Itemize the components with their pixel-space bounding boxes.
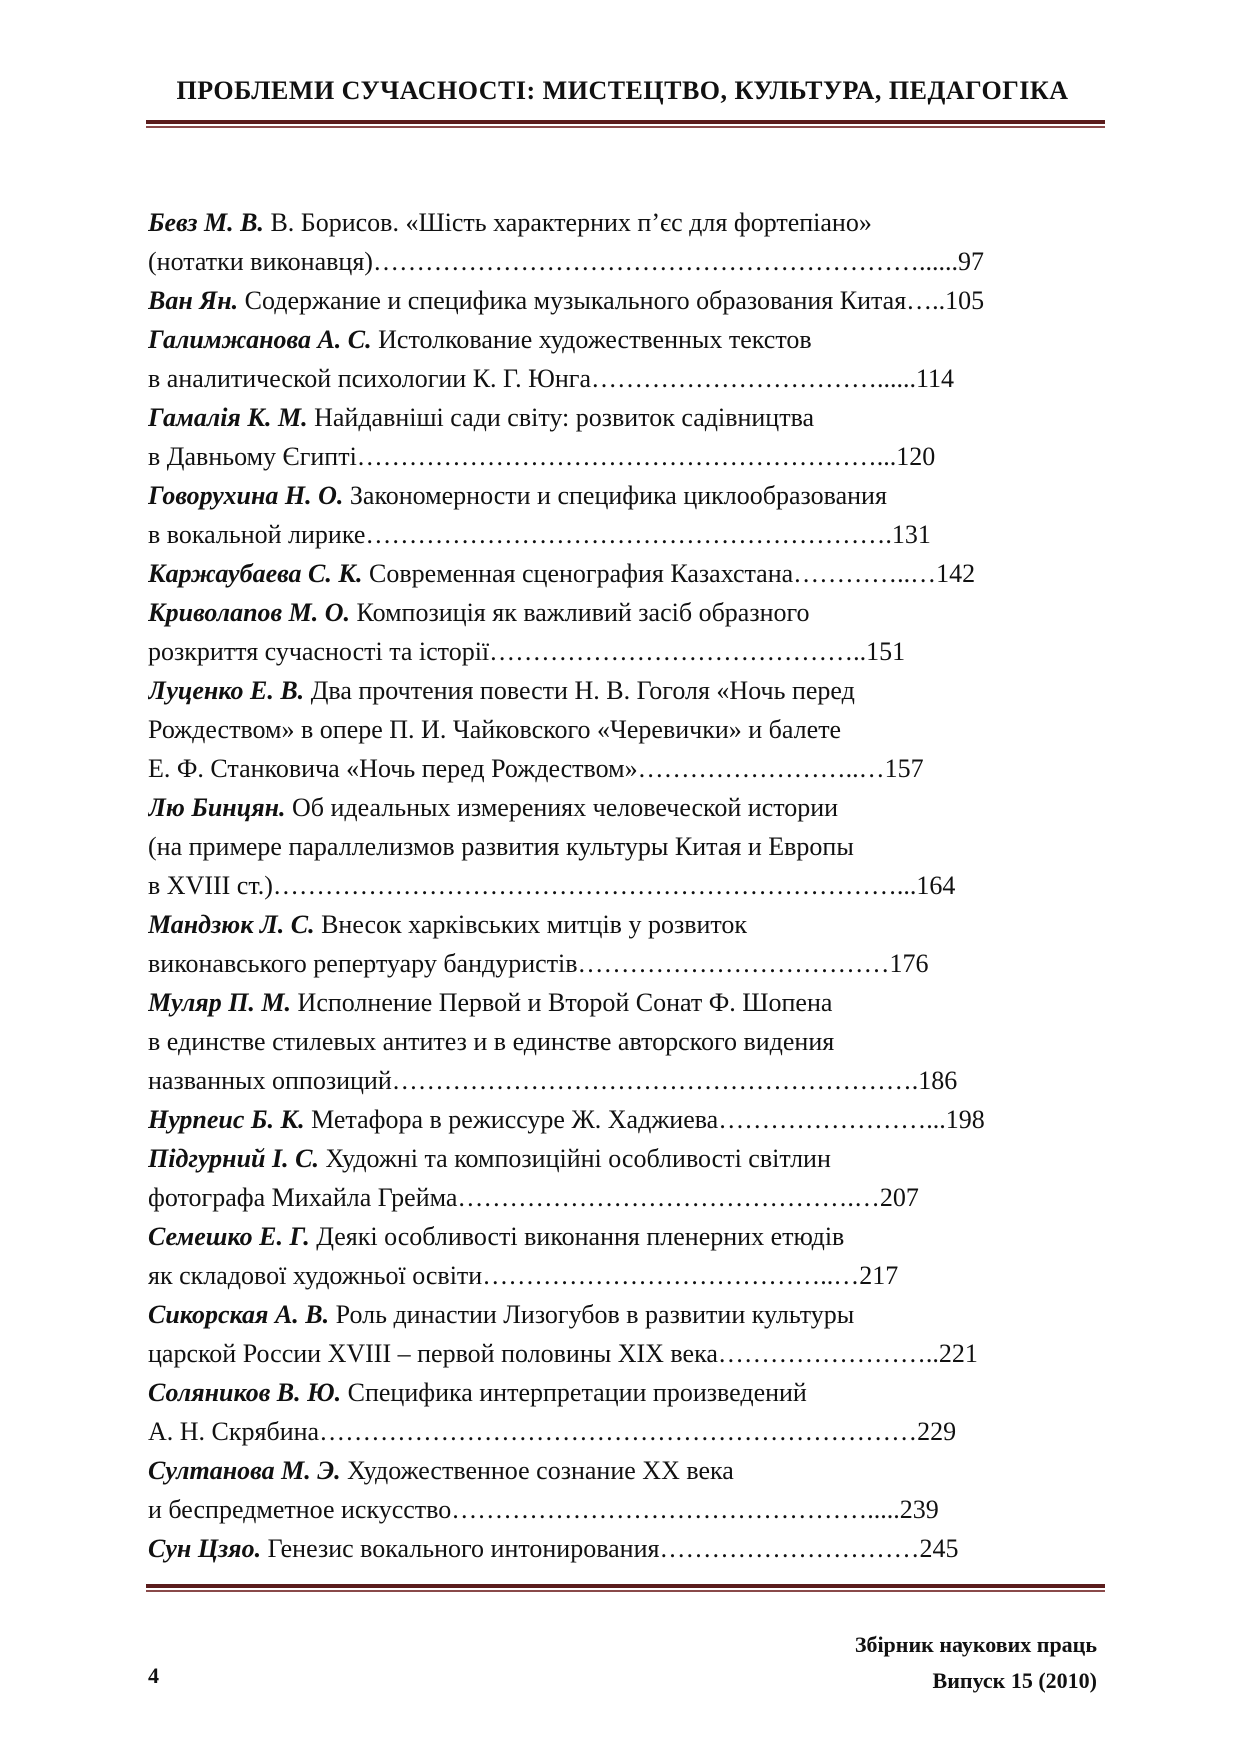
toc-text: Е. Ф. Станковича «Ночь перед Рождеством»……………………..…157 — [148, 754, 924, 783]
toc-entry — [148, 476, 1098, 554]
toc-entry-line — [148, 1295, 1098, 1334]
toc-entry — [148, 1373, 1098, 1451]
toc-entry — [148, 320, 1098, 398]
toc-text: виконавського репертуару бандуристів………………………………176 — [148, 949, 929, 978]
toc-entry-line — [148, 203, 1098, 242]
toc-entry-line — [148, 1451, 1098, 1490]
toc-entry-line — [148, 632, 1098, 671]
page-header-title: ПРОБЛЕМИ СУЧАСНОСТІ: МИСТЕЦТВО, КУЛЬТУРА, ПЕДАГОГІКА — [176, 76, 1069, 105]
toc-entry — [148, 281, 1098, 320]
toc-text: В. Борисов. «Шість характерних п’єс для фортепіано» — [270, 208, 872, 237]
toc-entry — [148, 1451, 1098, 1529]
toc-entry-line — [148, 554, 1098, 593]
toc-text: як складової художньої освіти…………………………………..…217 — [148, 1261, 899, 1290]
toc-entry — [148, 671, 1098, 788]
toc-author: Семешко Е. Г. — [148, 1222, 310, 1251]
toc-author: Сикорская А. В. — [148, 1300, 330, 1329]
toc-text: Генезис вокального интонирования…………………………245 — [267, 1534, 959, 1563]
toc-entry-line — [148, 1529, 1098, 1568]
toc-text: в XVIII ст.)………………………………………………………………...164 — [148, 871, 956, 900]
toc-entry-line — [148, 944, 1098, 983]
page-number: 4 — [148, 1663, 159, 1688]
toc-entry — [148, 983, 1098, 1100]
toc-entry-line — [148, 593, 1098, 632]
toc-text: Композиція як важливий засіб образного — [356, 598, 810, 627]
toc-text: и беспредметное искусство………………………………………….....239 — [148, 1495, 939, 1524]
toc-entry-line — [148, 710, 1098, 749]
toc-author: Сун Цзяо. — [148, 1534, 262, 1563]
toc-entry-line — [148, 398, 1098, 437]
toc-text: названных оппозиций…………………………………………………….186 — [148, 1066, 958, 1095]
toc-text: Закономерности и специфика циклообразования — [349, 481, 887, 510]
toc-text: Современная сценография Казахстана…………..…142 — [369, 559, 976, 588]
toc-entry-line — [148, 1139, 1098, 1178]
toc-text: Содержание и специфика музыкального образования Китая…..105 — [244, 286, 985, 315]
issue-label: Випуск 15 (2010) — [932, 1668, 1097, 1693]
toc-text: в вокальной лирике…………………………………………………….131 — [148, 520, 931, 549]
toc-author: Криволапов М. О. — [148, 598, 351, 627]
toc-entry-line — [148, 827, 1098, 866]
toc-text: А. Н. Скрябина……………………………………………………………229 — [148, 1417, 957, 1446]
toc-entry — [148, 593, 1098, 671]
toc-text: Метафора в режиссуре Ж. Хаджиева……………………...198 — [311, 1105, 985, 1134]
toc-text: Внесок харківських митців у розвиток — [321, 910, 748, 939]
toc-text: Художественное сознание XX века — [347, 1456, 734, 1485]
toc-text: Деякі особливості виконання пленерних етюдів — [316, 1222, 845, 1251]
toc-entry — [148, 788, 1098, 905]
toc-text: Истолкование художественных текстов — [378, 325, 812, 354]
collection-title: Збірник наукових праць — [854, 1632, 1097, 1657]
toc-text: фотографа Михайла Грейма……………………………………….…207 — [148, 1183, 919, 1212]
toc-entry-line — [148, 437, 1098, 476]
toc-text: розкриття сучасності та історії……………………………………..151 — [148, 637, 906, 666]
toc-entry — [148, 1100, 1098, 1139]
toc-text: царской России XVIII – первой половины XIX века……………………..221 — [148, 1339, 978, 1368]
toc-entry-line — [148, 359, 1098, 398]
toc-entry-line — [148, 1256, 1098, 1295]
toc-entry-line — [148, 515, 1098, 554]
toc-author: Говорухина Н. О. — [148, 481, 344, 510]
toc-entry-line — [148, 476, 1098, 515]
toc-text: (на примере параллелизмов развития культуры Китая и Европы — [148, 832, 854, 861]
toc-author: Муляр П. М. — [148, 988, 292, 1017]
toc-text: Об идеальных измерениях человеческой истории — [292, 793, 839, 822]
toc-entry — [148, 905, 1098, 983]
toc-entry-line — [148, 983, 1098, 1022]
toc-text: в Давньому Єгипті……………………………………………………...120 — [148, 442, 936, 471]
toc-entry-line — [148, 1490, 1098, 1529]
toc-entry-line — [148, 320, 1098, 359]
toc-entry — [148, 1217, 1098, 1295]
toc-entry — [148, 1139, 1098, 1217]
toc-entry-line — [148, 1217, 1098, 1256]
toc-entry-line — [148, 1334, 1098, 1373]
toc-entry-line — [148, 1373, 1098, 1412]
toc-text: Роль династии Лизогубов в развитии культуры — [335, 1300, 855, 1329]
toc-author: Луценко Е. В. — [148, 676, 305, 705]
toc-text: (нотатки виконавця)………………………………………………………......97 — [148, 247, 984, 276]
toc-text: Найдавніші сади світу: розвиток садівництва — [314, 403, 815, 432]
toc-author: Гамалія К. М. — [148, 403, 308, 432]
toc-entry-line — [148, 671, 1098, 710]
toc-entry — [148, 398, 1098, 476]
toc-entry-line — [148, 281, 1098, 320]
toc-entry-line — [148, 788, 1098, 827]
toc-text: в аналитической психологии К. Г. Юнга……………………………......114 — [148, 364, 955, 393]
toc-text: Два прочтения повести Н. В. Гоголя «Ночь перед — [310, 676, 855, 705]
toc-author: Нурпеис Б. К. — [148, 1105, 305, 1134]
toc-entry — [148, 203, 1098, 281]
toc-text: в единстве стилевых антитез и в единстве авторского видения — [148, 1027, 835, 1056]
toc-author: Ван Ян. — [148, 286, 239, 315]
toc-author: Підгурний І. С. — [148, 1144, 319, 1173]
footer-divider — [146, 1584, 1105, 1592]
footer-publication-info — [855, 1627, 1097, 1699]
toc-entry-line — [148, 905, 1098, 944]
toc-entry-line — [148, 242, 1098, 281]
toc-entry-line — [148, 1412, 1098, 1451]
toc-entry-line — [148, 1100, 1098, 1139]
toc-entry-line — [148, 1061, 1098, 1100]
toc-author: Бевз М. В. — [148, 208, 264, 237]
toc-author: Лю Бинцян. — [148, 793, 286, 822]
toc-entry-line — [148, 866, 1098, 905]
toc-entry-line — [148, 749, 1098, 788]
header-divider — [146, 120, 1105, 128]
toc-entry — [148, 1529, 1098, 1568]
table-of-contents — [148, 203, 1098, 1568]
toc-author: Каржаубаева С. К. — [148, 559, 363, 588]
toc-author: Галимжанова А. С. — [148, 325, 372, 354]
toc-entry — [148, 1295, 1098, 1373]
toc-entry — [148, 554, 1098, 593]
toc-text: Рождеством» в опере П. И. Чайковского «Черевички» и балете — [148, 715, 842, 744]
toc-text: Исполнение Первой и Второй Сонат Ф. Шопена — [297, 988, 833, 1017]
toc-text: Специфика интерпретации произведений — [347, 1378, 807, 1407]
toc-entry-line — [148, 1022, 1098, 1061]
toc-text: Художні та композиційні особливості світлин — [325, 1144, 831, 1173]
toc-author: Султанова М. Э. — [148, 1456, 341, 1485]
toc-entry-line — [148, 1178, 1098, 1217]
toc-author: Соляников В. Ю. — [148, 1378, 342, 1407]
toc-author: Мандзюк Л. С. — [148, 910, 315, 939]
